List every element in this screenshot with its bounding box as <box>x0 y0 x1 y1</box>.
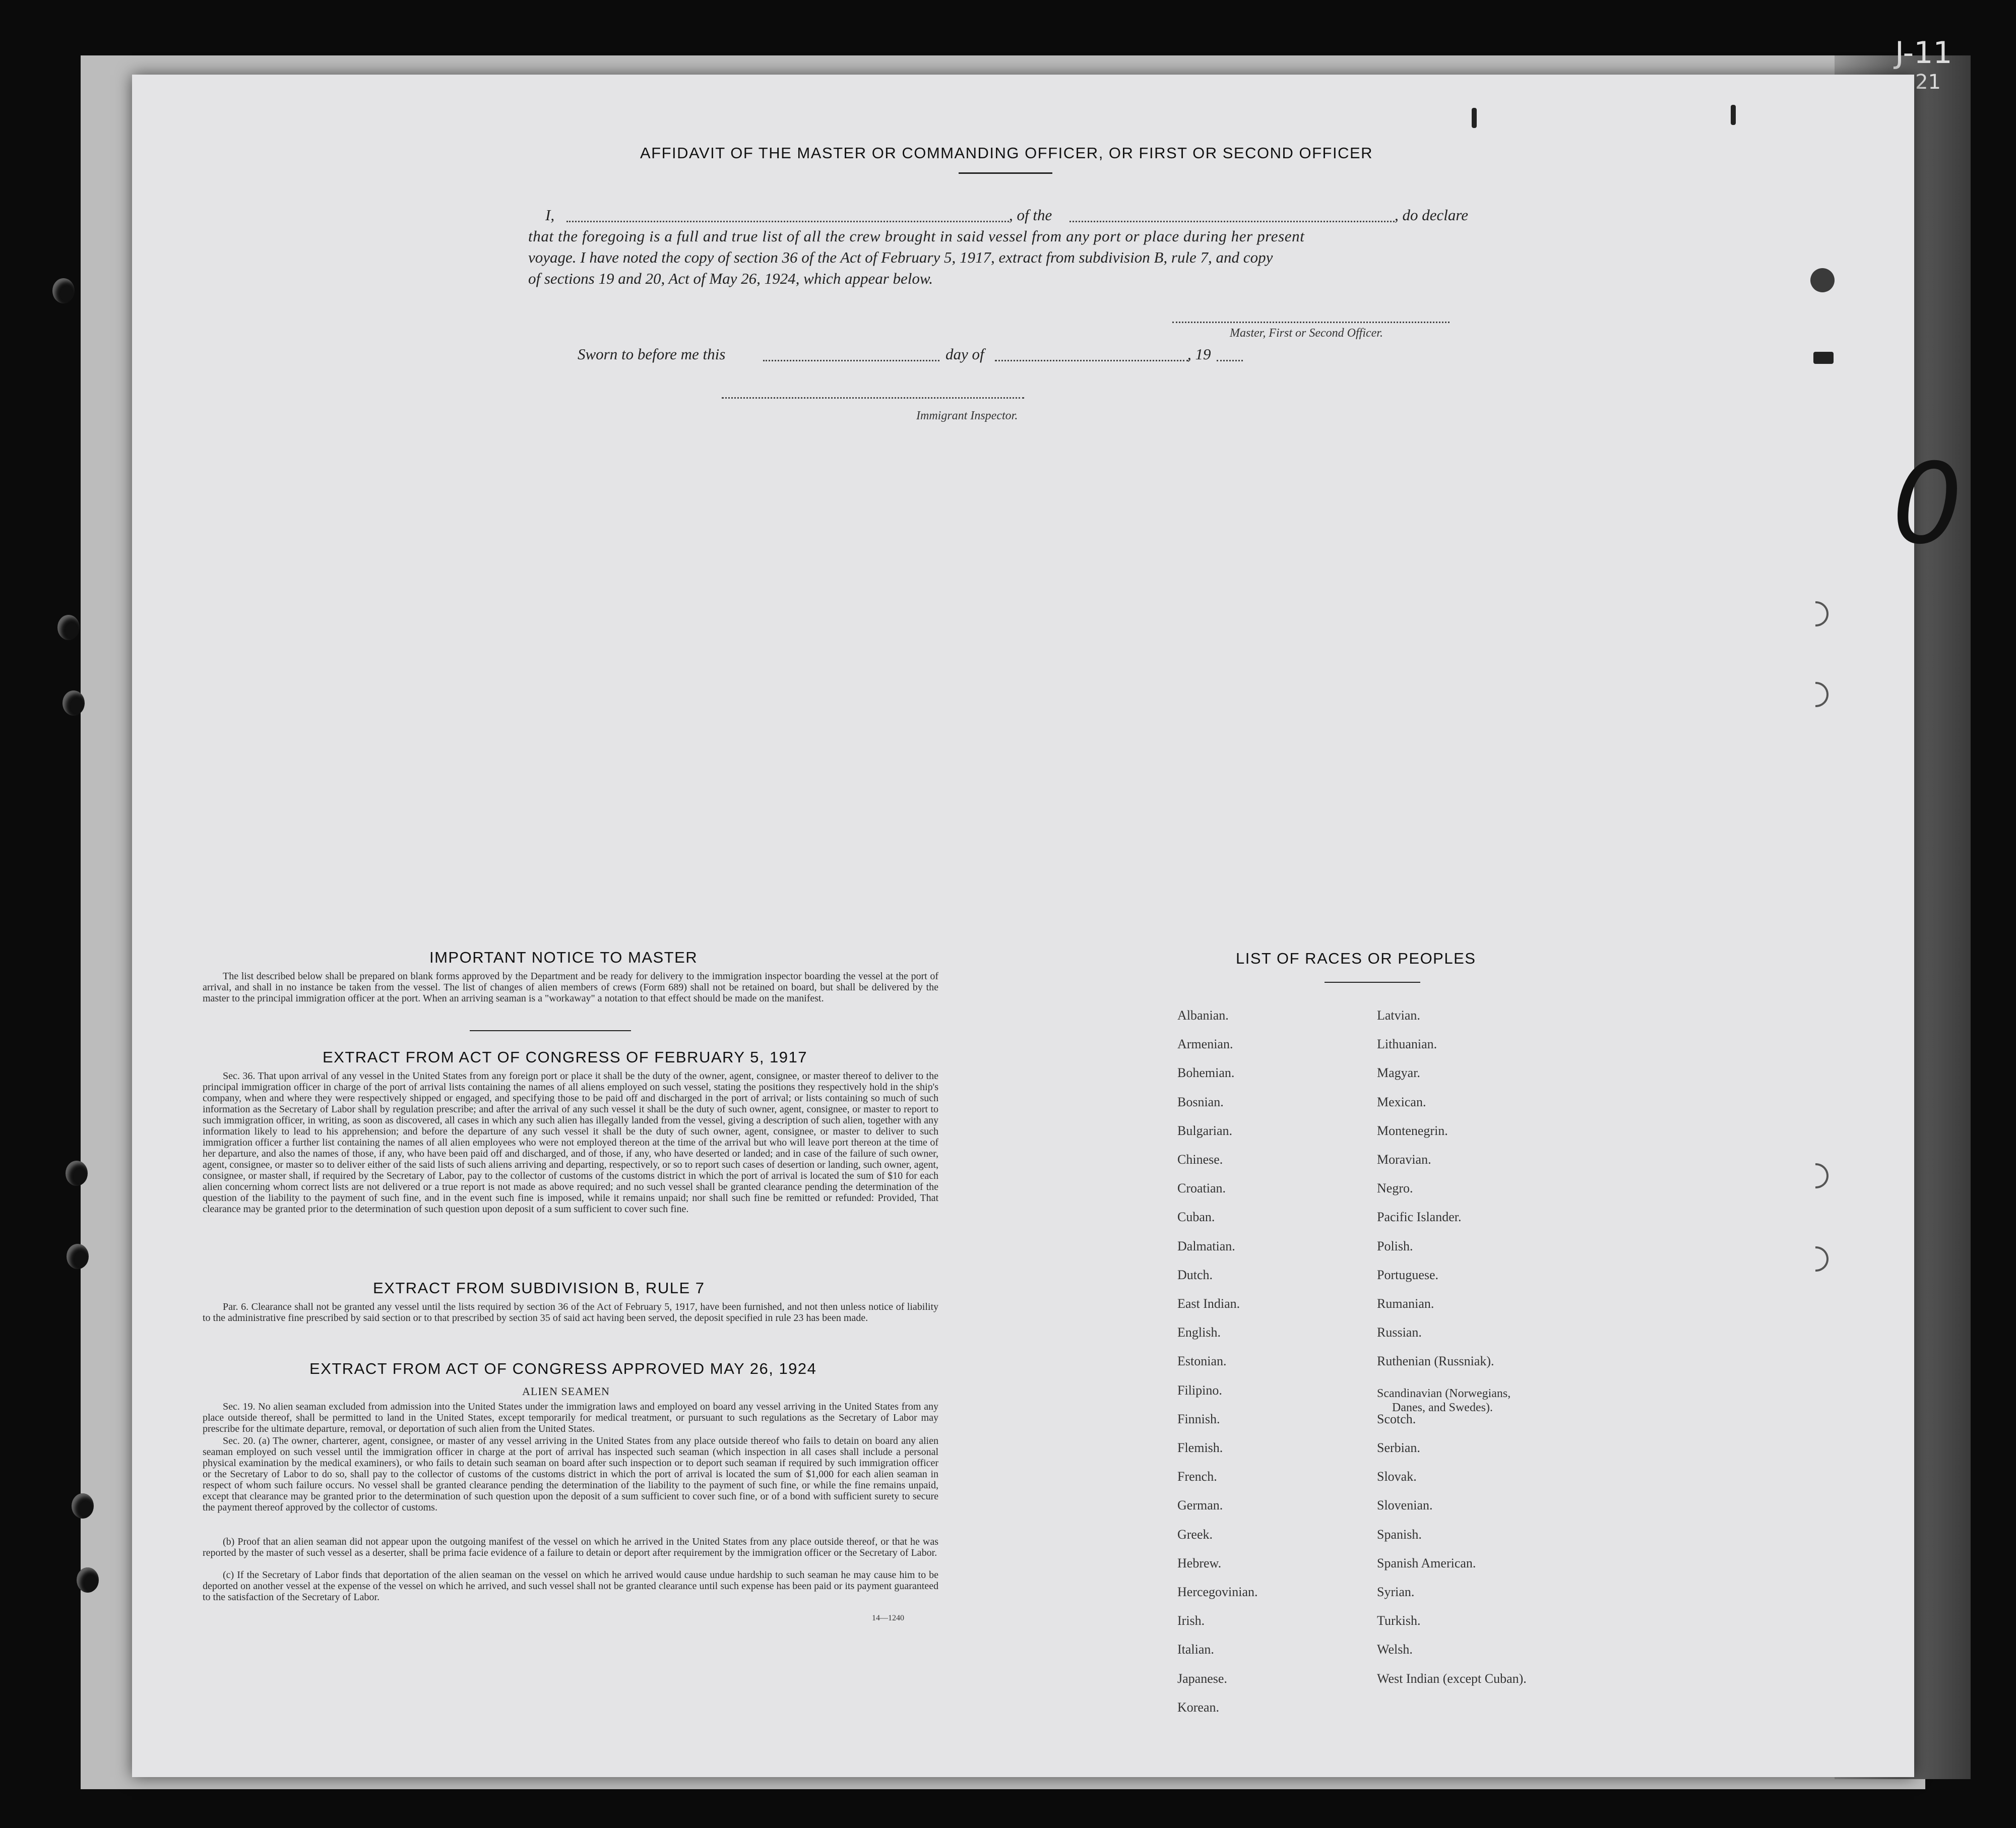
sworn-year-field[interactable] <box>1217 360 1243 361</box>
master-signature-label: Master, First or Second Officer. <box>1230 327 1383 340</box>
race-item: Latvian. <box>1377 1008 1420 1023</box>
race-item: Magyar. <box>1377 1065 1420 1081</box>
race-item: Russian. <box>1377 1325 1422 1340</box>
races-title: LIST OF RACES OR PEOPLES <box>1236 950 1476 967</box>
race-item: Korean. <box>1177 1699 1220 1715</box>
binder-hole-icon <box>67 1244 89 1269</box>
extract-1924-sec20b: (b) Proof that an alien seaman did not appear upon the outgoing manifest of the vessel on which he arrived in the United States from any place outside thereof, or that he was reported by the master of such vessel as a deserter, shall be prima facie evidence of a failure to detain or deport after requirement by the immigration officer or the Secretary of Labor. <box>203 1536 938 1558</box>
year-label: , 19 <box>1187 345 1211 363</box>
race-item: Slovenian. <box>1377 1498 1433 1513</box>
race-item: Hercegovinian. <box>1177 1585 1258 1599</box>
day-of-label: day of <box>946 345 984 363</box>
punch-hole-icon <box>1815 1163 1829 1188</box>
handwritten-corner-number-2: 21 <box>1915 71 1941 94</box>
race-item: Finnish. <box>1177 1411 1220 1426</box>
race-item: French. <box>1177 1469 1217 1484</box>
binder-hole-icon <box>66 1161 88 1186</box>
race-item: Armenian. <box>1177 1037 1233 1052</box>
master-signature-field[interactable] <box>1172 322 1450 323</box>
extract-rule7-title: EXTRACT FROM SUBDIVISION B, RULE 7 <box>373 1279 705 1297</box>
affidavit-line-2: that the foregoing is a full and true list of all the crew brought in said vessel from any port or place during her present <box>528 227 1305 245</box>
sworn-label: Sworn to before me this <box>578 345 726 363</box>
binder-hole-icon <box>52 278 75 303</box>
inspector-signature-field[interactable] <box>722 397 1024 399</box>
race-item: Lithuanian. <box>1377 1037 1437 1052</box>
extract-1924-title: EXTRACT FROM ACT OF CONGRESS APPROVED MAY 26, 1924 <box>309 1360 817 1377</box>
race-item: Turkish. <box>1377 1613 1421 1628</box>
extract-1917-title: EXTRACT FROM ACT OF CONGRESS OF FEBRUARY 5, 1917 <box>323 1048 808 1066</box>
extract-1924-sec20a: Sec. 20. (a) The owner, charterer, agent, consignee, or master of any vessel arriving in the United States from any place outside thereof who fails to detain on board any alien seaman employed on such vessel until the immigration officer in charge at the port of arrival has inspected such seaman (which inspection in all cases shall include a personal physical examination by the medical examiners), or who fails to detain such seaman on board after such inspection or to deport such seaman if required by such immigration officer or the Secretary of Labor to do so, shall pay to the collector of customs of the customs district in which the port of arrival is located the sum of $1,000 for each alien seaman in respect of whom such failure occurs. No vessel shall be granted clearance pending the determination of the liability to the payment of such fine, or while the fine remains unpaid, except that clearance may be granted prior to the determination of such question upon the deposit of a sum sufficient to cover such fine, or of a bond with sufficient surety to secure the payment thereof approved by the collector of customs. <box>203 1435 938 1513</box>
extract-1924-sec20c: (c) If the Secretary of Labor finds that deportation of the alien seaman on the vessel on which he arrived would cause undue hardship to such seaman he may cause him to be deported on another vessel at the expense of the vessel on which he arrived, and such vessel shall not be granted clearance until such expense has been paid or its payment guaranteed to the satisfaction of the Secretary of Labor. <box>203 1569 938 1603</box>
race-item: Dutch. <box>1177 1267 1213 1282</box>
race-item: Cuban. <box>1177 1210 1215 1225</box>
race-item: Ruthenian (Russniak). <box>1377 1354 1494 1369</box>
punch-hole-icon <box>1815 601 1829 626</box>
race-item: Portuguese. <box>1377 1267 1439 1282</box>
race-item: Danes, and Swedes). <box>1392 1401 1493 1414</box>
race-item: English. <box>1177 1325 1221 1340</box>
race-item: Bosnian. <box>1177 1094 1224 1109</box>
affidavit-i-label: I, <box>545 206 555 224</box>
fastener-pin-icon <box>1731 105 1736 125</box>
handwritten-corner-number: J-11 <box>1895 35 1952 71</box>
affidavit-line-4: of sections 19 and 20, Act of May 26, 1924, which appear below. <box>528 270 933 287</box>
race-item: German. <box>1177 1498 1223 1513</box>
race-item: Italian. <box>1177 1642 1214 1657</box>
race-item: Negro. <box>1377 1181 1413 1196</box>
race-item: Albanian. <box>1177 1008 1229 1023</box>
fastener-pin-icon <box>1813 352 1834 364</box>
race-item: Pacific Islander. <box>1377 1210 1462 1225</box>
race-item: East Indian. <box>1177 1296 1240 1311</box>
races-title-rule <box>1325 982 1420 983</box>
race-item: Irish. <box>1177 1613 1205 1628</box>
affidavit-of-the: , of the <box>1009 206 1052 224</box>
race-item: Dalmatian. <box>1177 1238 1235 1253</box>
race-item: Montenegrin. <box>1377 1123 1448 1138</box>
race-item: Scandinavian (Norwegians, <box>1377 1386 1511 1400</box>
race-item: Scotch. <box>1377 1411 1416 1426</box>
race-item: Flemish. <box>1177 1440 1223 1455</box>
race-item: Croatian. <box>1177 1181 1226 1196</box>
extract-1924-sec19: Sec. 19. No alien seaman excluded from admission into the United States under the immigration laws and employed on board any vessel arriving in the United States from any place outside thereof, shall be permitted to land in the United States, except temporarily for medical treatment, or pursuant to such regulations as the Secretary of Labor may prescribe for the ultimate departure, removal, or deportation of such alien from the United States. <box>203 1401 938 1434</box>
handwritten-zero: 0 <box>1892 439 1963 569</box>
sworn-month-field[interactable] <box>995 360 1188 361</box>
sworn-day-field[interactable] <box>763 360 939 361</box>
race-item: Slovak. <box>1377 1469 1417 1484</box>
name-field[interactable] <box>566 221 1009 222</box>
affidavit-title: AFFIDAVIT OF THE MASTER OR COMMANDING OFFICER, OR FIRST OR SECOND OFFICER <box>640 144 1373 162</box>
affidavit-line-3: voyage. I have noted the copy of section 36 of the Act of February 5, 1917, extract from subdivision B, rule 7, and copy <box>528 248 1273 266</box>
binder-hole-icon <box>57 615 80 640</box>
race-item: Spanish American. <box>1377 1555 1476 1570</box>
extract-1917-body: Sec. 36. That upon arrival of any vessel in the United States from any foreign port or place it shall be the duty of the owner, agent, consignee, or master thereof to deliver to the principal immigration officer in charge of the port of arrival lists containing the names of all aliens employed on such vessel, stating the positions they respectively hold in the ship's company, when and where they were respectively shipped or engaged, and specifying those to be paid off and discharged in the port of arrival; or lists containing so much of such information as the Secretary of Labor shall by regulation prescribe; and after the arrival of any such vessel it shall be the duty of such owner, agent, consignee, or master to report to such immigration officer, in writing, as soon as discovered, all cases in which any such alien has illegally landed from the vessel, giving a description of such alien, together with any information likely to lead to his apprehension; and before the departure of any such vessel it shall be the duty of such owner, agent, consignee, or master to deliver to such immigration officer a further list containing the names of all alien employees who were not employed thereon at the time of the arrival but who will leave port thereon at the time of her departure, and also the names of those, if any, who have been paid off and discharged, and of those, if any, who have deserted or landed; and in case of the failure of such owner, agent, consignee, or master so to deliver either of the said lists of such aliens arriving and departing, respectively, or so to report such cases of desertion or landing, such owner, agent, consignee, or master shall, if required by the Secretary of Labor, pay to the collector of customs of the customs district in which the port of arrival is located the sum of $10 for each alien concerning whom correct lists are not delivered or a true report is not made as above required; and no such vessel shall be granted clearance pending the determination of the question of the liability to the payment of such fine, and in the event such fine is imposed, while it remains unpaid; nor shall such fine be remitted or refunded: Provided, That clearance may be granted prior to the determination of such question upon deposit of a sum sufficient to cover such fine. <box>203 1070 938 1215</box>
alien-seamen-subtitle: ALIEN SEAMEN <box>522 1385 610 1398</box>
race-item: Polish. <box>1377 1238 1413 1253</box>
race-item: Estonian. <box>1177 1354 1227 1369</box>
extract-rule7-body: Par. 6. Clearance shall not be granted any vessel until the lists required by section 36 of the Act of February 5, 1917, have been furnished, and not then unless notice of liability to the administrative fine prescribed by said section or to that prescribed by section 35 of said act having been served, the deposit specified in rule 23 has been made. <box>203 1301 938 1323</box>
race-item: West Indian (except Cuban). <box>1377 1671 1527 1686</box>
form-number: 14—1240 <box>872 1614 904 1622</box>
race-item: Japanese. <box>1177 1671 1227 1686</box>
race-item: Bohemian. <box>1177 1065 1235 1081</box>
punch-hole-icon <box>1815 682 1829 707</box>
notice-title: IMPORTANT NOTICE TO MASTER <box>429 949 698 966</box>
race-item: Spanish. <box>1377 1527 1422 1542</box>
section-rule <box>470 1030 631 1031</box>
race-item: Serbian. <box>1377 1440 1420 1455</box>
binder-hole-icon <box>77 1567 99 1593</box>
race-item: Syrian. <box>1377 1585 1415 1599</box>
race-item: Hebrew. <box>1177 1555 1222 1570</box>
race-item: Bulgarian. <box>1177 1123 1233 1138</box>
vessel-field[interactable] <box>1069 221 1395 222</box>
race-item: Rumanian. <box>1377 1296 1434 1311</box>
notice-body: The list described below shall be prepared on blank forms approved by the Department and be ready for delivery to the immigration inspector boarding the vessel at the port of arrival, and shall in no instance be taken from the vessel. The list of changes of alien members of crews (Form 689) shall not be retained on board, but shall be delivered by the master to the principal immigration officer at the port. When an arriving seaman is a "workaway" a notation to that effect should be made on the manifest. <box>203 971 938 1004</box>
affidavit-do-declare: , do declare <box>1395 206 1469 224</box>
race-item: Filipino. <box>1177 1382 1222 1398</box>
race-item: Moravian. <box>1377 1152 1431 1167</box>
race-item: Mexican. <box>1377 1094 1426 1109</box>
race-item: Welsh. <box>1377 1642 1413 1657</box>
fastener-pin-icon <box>1472 108 1477 128</box>
punch-hole-icon <box>1810 268 1835 292</box>
binder-hole-icon <box>62 690 85 716</box>
title-rule <box>959 172 1052 174</box>
race-item: Greek. <box>1177 1527 1213 1542</box>
inspector-label: Immigrant Inspector. <box>916 409 1018 422</box>
race-item: Chinese. <box>1177 1152 1223 1167</box>
binder-hole-icon <box>72 1493 94 1519</box>
punch-hole-icon <box>1815 1246 1829 1272</box>
